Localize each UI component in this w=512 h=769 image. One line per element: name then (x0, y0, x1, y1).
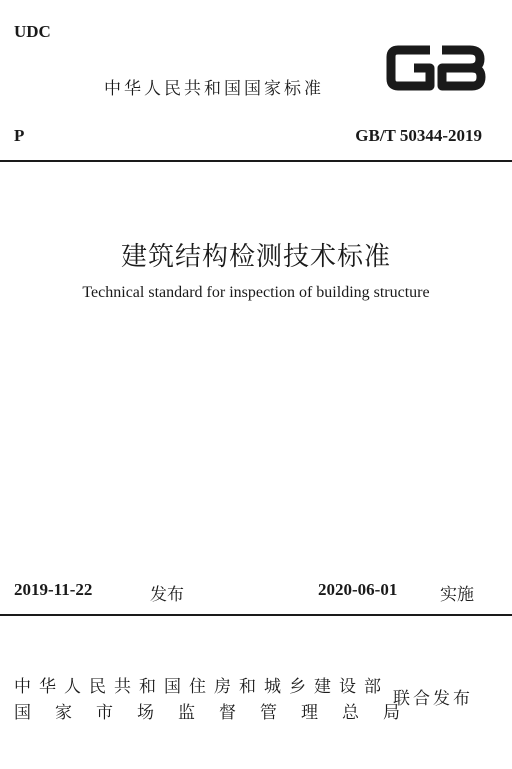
national-standard-heading: 中华人民共和国国家标准 (104, 79, 324, 99)
implementation-label: 实施 (440, 585, 474, 605)
issuer-administration: 国家市场监督管理总局 (14, 703, 424, 723)
implementation-date: 2020-06-01 (318, 580, 398, 599)
bottom-divider (0, 614, 512, 616)
top-divider (0, 160, 512, 162)
gb-logo (386, 44, 486, 92)
joint-issue-label: 联合发布 (393, 689, 473, 709)
gb-logo-g-shape (391, 50, 430, 86)
standard-number: GB/T 50344-2019 (355, 126, 482, 145)
title-english: Technical standard for inspection of building structure (82, 284, 430, 301)
gb-logo-b-shape (442, 50, 481, 86)
issue-label: 发布 (150, 585, 184, 605)
classification-code: P (14, 126, 25, 145)
udc-label: UDC (14, 22, 51, 41)
title-chinese: 建筑结构检测技术标准 (120, 242, 391, 272)
issue-date: 2019-11-22 (14, 580, 93, 599)
issuer-ministry: 中华人民共和国住房和城乡建设部 (14, 677, 389, 697)
